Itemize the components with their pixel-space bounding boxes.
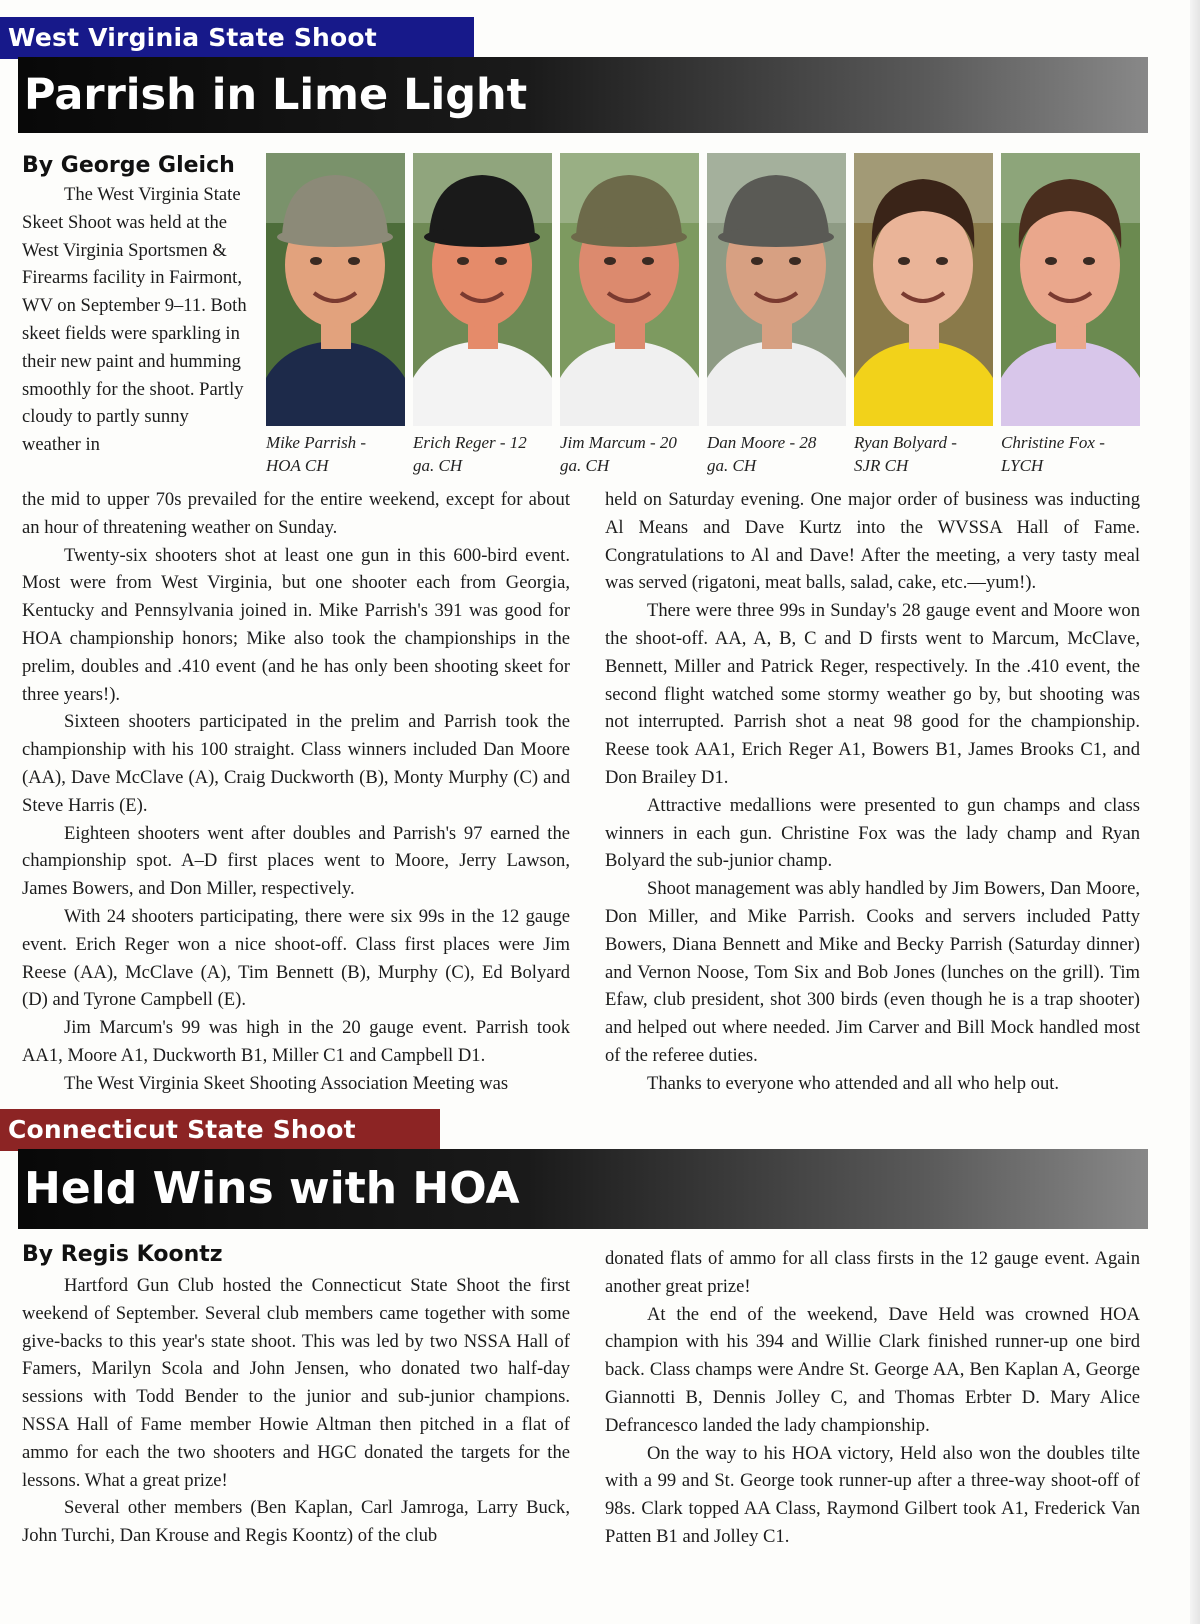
paragraph: held on Saturday evening. One major order of business was inducting Al Means and Dave Kurtz into the WVSSA Hall of Fame. Congratulations to Al and Dave! After the meeting, a very tasty meal was served (rigatoni, meat balls, salad, cake, etc.—yum!). (605, 489, 1140, 594)
section-tag-connecticut: Connecticut State Shoot (0, 1109, 440, 1151)
caption-line: ga. CH (413, 456, 463, 475)
caption-line: Erich Reger - 12 (413, 433, 527, 452)
photo-caption (413, 431, 553, 477)
article2-left-column (22, 1272, 570, 1550)
paragraph: Twenty-six shooters shot at least one gun in this 600-bird event. Most were from West Virginia, but one shooter each from Georgia, Kentucky and Pennsylvania joined in. Mike Parrish's 391 was good for HOA championship honors; Mike also took the championships in the prelim, doubles and .410 event (and he has only been shooting skeet for three years!). (22, 544, 570, 705)
headline-parrish: Parrish in Lime Light (18, 57, 1148, 133)
paragraph: Jim Marcum's 99 was high in the 20 gauge event. Parrish took AA1, Moore A1, Duckworth B1, Miller C1 and Campbell D1. (22, 1017, 570, 1066)
caption-line: SJR CH (854, 456, 909, 475)
paragraph: There were three 99s in Sunday's 28 gauge event and Moore won the shoot-off. AA, A, B, C and D firsts went to Marcum, McClave, Bennett, Miller and Patrick Reger, respectively. In the .410 event, the second flight watched some stormy weather go by, but shooting was not interrupted. Parrish shot a neat 98 good for the championship. Reese took AA1, Erich Reger A1, Bowers B1, James Brooks C1, and Don Brailey D1. (605, 600, 1140, 788)
portrait-photo (413, 153, 552, 426)
paragraph: Shoot management was ably handled by Jim Bowers, Dan Moore, Don Miller, and Mike Parrish. Cooks and servers included Patty Bowers, Diana Bennett and Mike and Becky Parrish (Saturday dinner) and Vernon Noose, Tom Six and Bob Jones (lunches on the grill). Tim Efaw, club president, shot 300 birds (even though he is a trap shooter) and helped out where needed. Jim Carver and Bill Mock handled most of the referee duties. (605, 878, 1140, 1066)
section-tag-west-virginia: West Virginia State Shoot (0, 17, 474, 59)
paragraph: Thanks to everyone who attended and all who help out. (647, 1072, 1060, 1094)
paragraph: At the end of the weekend, Dave Held was crowned HOA champion with his 394 and Willie Clark finished runner-up one bird back. Class champs were Andre St. George AA, Ben Kaplan A, George Giannotti B, Dennis Jolley C, and Thomas Erbter D. Mary Alice Defrancesco landed the lady championship. (605, 1303, 1140, 1436)
caption-line: ga. CH (707, 456, 757, 475)
paragraph: Eighteen shooters went after doubles and Parrish's 97 earned the championship spot. A–D first places went to Moore, Jerry Lawson, James Bowers, and Don Miller, respectively. (22, 822, 570, 900)
paragraph: Attractive medallions were presented to gun champs and class winners in each gun. Christine Fox was the lady champ and Ryan Bolyard the sub-junior champ. (605, 794, 1140, 872)
paragraph: On the way to his HOA victory, Held also won the doubles tilte with a 99 and St. George took runner-up after a three-way shoot-off of 98s. Clark topped AA Class, Raymond Gilbert took A1, Frederick Van Patten B1 and Jolley C1. (605, 1442, 1140, 1547)
article1-left-column (22, 486, 570, 1098)
portrait-photo (1001, 153, 1140, 426)
paragraph: donated flats of ammo for all class firsts in the 12 gauge event. Again another great prize! (605, 1248, 1140, 1297)
caption-line: Christine Fox - (1001, 433, 1105, 452)
portrait-photo (854, 153, 993, 426)
photo-caption (854, 431, 994, 477)
caption-line: Jim Marcum - 20 (560, 433, 677, 452)
paragraph: the mid to upper 70s prevailed for the entire weekend, except for about an hour of threatening weather on Sunday. (22, 489, 570, 538)
paragraph: With 24 shooters participating, there were six 99s in the 12 gauge event. Erich Reger won a nice shoot-off. Class first places were Jim Reese (AA), McClave (A), Tim Bennett (B), Murphy (C), Ed Bolyard (D) and Tyrone Campbell (E). (22, 905, 570, 1011)
photo-caption (1001, 431, 1141, 477)
photo-caption (266, 431, 406, 477)
photo-caption (707, 431, 847, 477)
article1-right-column (605, 486, 1140, 1098)
byline-gleich: By George Gleich (22, 153, 235, 178)
intro-paragraph: The West Virginia State Skeet Shoot was held at the West Virginia Sportsmen & Firearms facility in Fairmont, WV on September 9–11. Both skeet fields were sparkling in their new paint and humming smoothly for the shoot. Partly cloudy to partly sunny weather in (22, 184, 247, 456)
portrait-photo (707, 153, 846, 426)
caption-line: Dan Moore - 28 (707, 433, 817, 452)
photo-caption (560, 431, 700, 477)
caption-line: LYCH (1001, 456, 1044, 475)
headline-held: Held Wins with HOA (18, 1149, 1148, 1229)
portrait-photo (266, 153, 405, 426)
portrait-photo (560, 153, 699, 426)
caption-line: ga. CH (560, 456, 610, 475)
page-edge (1190, 0, 1200, 1624)
caption-line: HOA CH (266, 456, 329, 475)
intro-wrap-text (22, 181, 248, 459)
caption-line: Ryan Bolyard - (854, 433, 957, 452)
byline-koontz: By Regis Koontz (22, 1242, 223, 1267)
paragraph: The West Virginia Skeet Shooting Association Meeting was (64, 1072, 509, 1094)
paragraph: Several other members (Ben Kaplan, Carl Jamroga, Larry Buck, John Turchi, Dan Krouse and Regis Koontz) of the club (22, 1497, 570, 1547)
article2-right-column (605, 1245, 1140, 1551)
paragraph: Hartford Gun Club hosted the Connecticut State Shoot the first weekend of September. Several club members came together with some give-backs to this year's state shoot. This was led by two NSSA Hall of Famers, Marilyn Scola and John Jensen, who donated two half-day sessions with Todd Bender to the junior and sub-junior champions. NSSA Hall of Fame member Howie Altman then pitched in a flat of ammo for each the two shooters and HGC donated the targets for the lessons. What a great prize! (22, 1275, 570, 1491)
caption-line: Mike Parrish - (266, 433, 367, 452)
paragraph: Sixteen shooters participated in the prelim and Parrish took the championship with his 100 straight. Class winners included Dan Moore (AA), Dave McClave (A), Craig Duckworth (B), Monty Murphy (C) and Steve Harris (E). (22, 711, 570, 816)
